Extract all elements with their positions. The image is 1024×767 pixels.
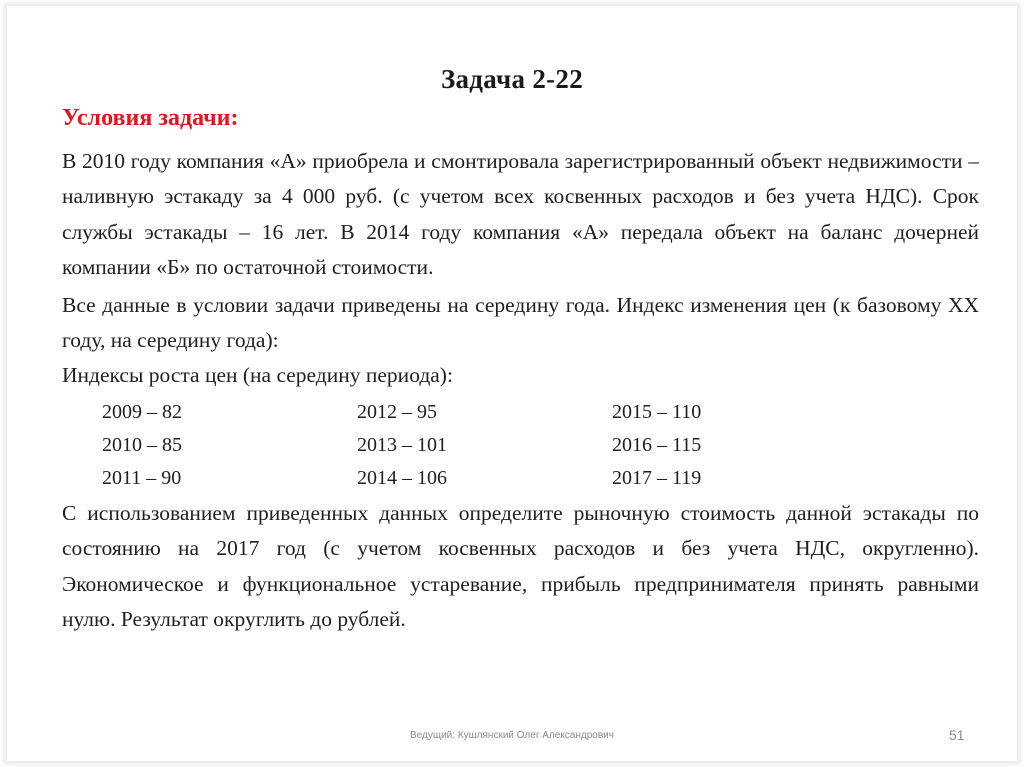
index-row: [102, 462, 867, 495]
index-value: 2009 – 82: [102, 401, 182, 423]
footer-author: Ведущий: Кушлянский Олег Александрович: [410, 730, 614, 741]
slide: [7, 6, 1017, 761]
index-value: 2015 – 110: [612, 401, 702, 423]
problem-paragraph-4: С использованием приведенных данных определите рыночную стоимость данной эстакады по состоянию на 2017 год (с учетом косвенных расходов и без учета НДС, округленно). Экономическое и функциональное устаревание, прибыль предпринимателя принять равными нулю. Результат округлить до рублей.: [62, 501, 979, 631]
index-value: 2017 – 119: [612, 467, 702, 489]
index-row: [102, 429, 867, 462]
index-value: 2014 – 106: [357, 467, 447, 489]
indices-heading: Индексы роста цен (на середину периода):: [62, 363, 453, 387]
index-value: 2013 – 101: [357, 434, 447, 456]
index-value: 2011 – 90: [102, 467, 182, 489]
index-row: [102, 396, 867, 429]
slide-title: Задача 2-22: [440, 64, 584, 94]
index-value: 2010 – 85: [102, 434, 182, 456]
problem-paragraph-2: Все данные в условии задачи приведены на середину года. Индекс изменения цен (к базовому ХХ году, на середину года):: [62, 293, 979, 353]
page-number: 51: [949, 727, 965, 743]
conditions-heading: Условия задачи:: [62, 105, 239, 131]
index-value: 2012 – 95: [357, 401, 437, 423]
index-value: 2016 – 115: [612, 434, 702, 456]
problem-paragraph-1: В 2010 году компания «А» приобрела и смонтировала зарегистрированный объект недвижимости – наливную эстакаду за 4 000 руб. (с учетом всех косвенных расходов и без учета НДС). Срок службы эстакады – 16 лет. В 2014 году компания «А» передала объект на баланс дочерней компании «Б» по остаточной стоимости.: [62, 149, 979, 279]
price-index-table: [102, 396, 867, 495]
